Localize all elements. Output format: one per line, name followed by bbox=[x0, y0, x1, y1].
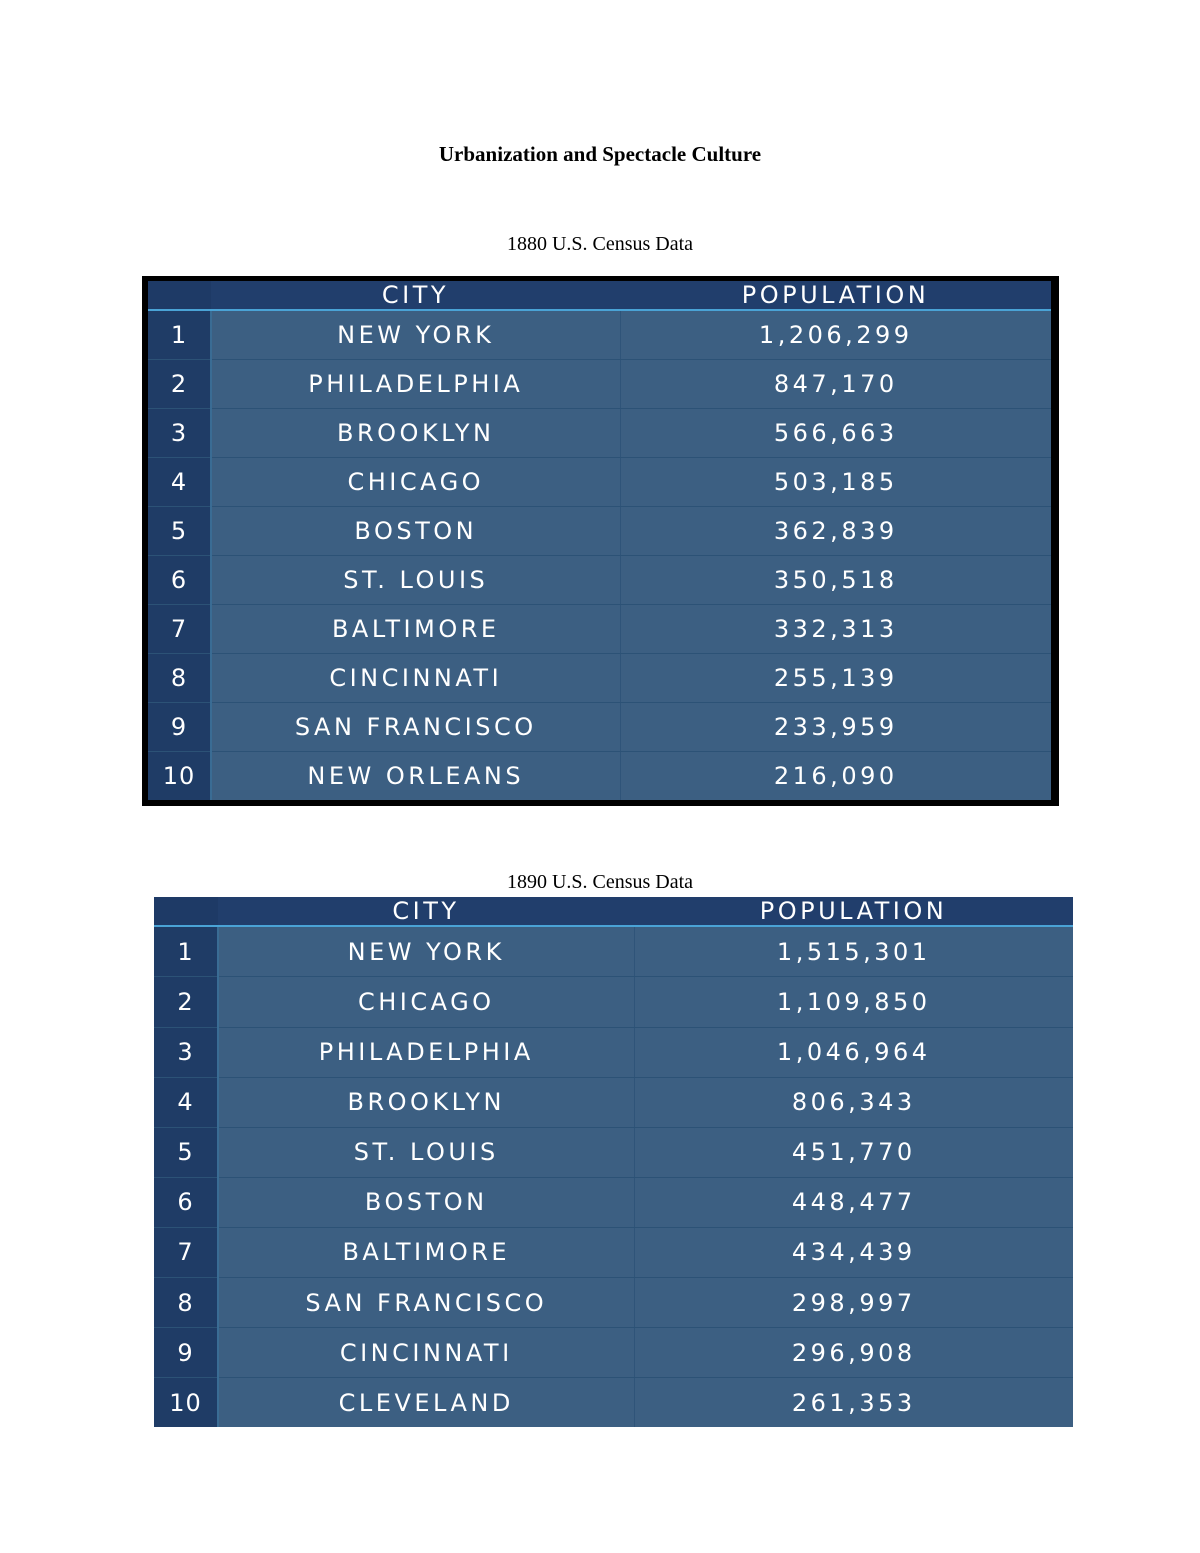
rank-cell: 6 bbox=[148, 556, 211, 605]
city-cell: NEW YORK bbox=[211, 310, 620, 360]
census-table-1880 bbox=[148, 281, 1051, 800]
table-row bbox=[148, 752, 1051, 800]
table-row bbox=[154, 1127, 1073, 1177]
table-row bbox=[148, 458, 1051, 507]
city-column-header: CITY bbox=[218, 897, 634, 926]
city-cell: CINCINNATI bbox=[211, 654, 620, 703]
rank-cell: 3 bbox=[148, 409, 211, 458]
city-cell: CINCINNATI bbox=[218, 1328, 634, 1378]
table-row bbox=[148, 507, 1051, 556]
city-cell: CLEVELAND bbox=[218, 1378, 634, 1427]
rank-cell: 1 bbox=[154, 926, 218, 977]
census-table-1890-frame bbox=[154, 897, 1073, 1427]
city-cell: NEW YORK bbox=[218, 926, 634, 977]
table-row bbox=[148, 654, 1051, 703]
table-row bbox=[154, 1177, 1073, 1227]
population-cell: 261,353 bbox=[634, 1378, 1073, 1427]
rank-cell: 9 bbox=[154, 1328, 218, 1378]
city-cell: ST. LOUIS bbox=[218, 1127, 634, 1177]
rank-cell: 6 bbox=[154, 1177, 218, 1227]
population-cell: 847,170 bbox=[620, 360, 1051, 409]
rank-cell: 3 bbox=[154, 1027, 218, 1077]
rank-cell: 9 bbox=[148, 703, 211, 752]
table-header-row bbox=[154, 897, 1073, 926]
table-header-row bbox=[148, 281, 1051, 310]
city-cell: BOSTON bbox=[218, 1177, 634, 1227]
table-row bbox=[154, 1378, 1073, 1427]
table-row bbox=[154, 1027, 1073, 1077]
population-cell: 566,663 bbox=[620, 409, 1051, 458]
population-cell: 298,997 bbox=[634, 1278, 1073, 1328]
rank-cell: 4 bbox=[148, 458, 211, 507]
population-cell: 503,185 bbox=[620, 458, 1051, 507]
table-row bbox=[154, 1227, 1073, 1277]
rank-cell: 5 bbox=[154, 1127, 218, 1177]
census-table-1880-frame bbox=[142, 276, 1059, 806]
table-row bbox=[148, 310, 1051, 360]
city-column-header: CITY bbox=[211, 281, 620, 310]
rank-cell: 10 bbox=[154, 1378, 218, 1427]
city-cell: PHILADELPHIA bbox=[218, 1027, 634, 1077]
table-row bbox=[154, 977, 1073, 1027]
population-cell: 1,109,850 bbox=[634, 977, 1073, 1027]
rank-cell: 1 bbox=[148, 310, 211, 360]
population-cell: 332,313 bbox=[620, 605, 1051, 654]
table-row bbox=[148, 556, 1051, 605]
table-row bbox=[148, 605, 1051, 654]
rank-cell: 5 bbox=[148, 507, 211, 556]
table-row bbox=[154, 1328, 1073, 1378]
city-cell: BOSTON bbox=[211, 507, 620, 556]
population-cell: 806,343 bbox=[634, 1077, 1073, 1127]
rank-cell: 7 bbox=[148, 605, 211, 654]
document-title: Urbanization and Spectacle Culture bbox=[438, 142, 762, 166]
rank-cell: 7 bbox=[154, 1227, 218, 1277]
rank-cell: 2 bbox=[154, 977, 218, 1027]
population-cell: 434,439 bbox=[634, 1227, 1073, 1277]
city-cell: BROOKLYN bbox=[218, 1077, 634, 1127]
population-cell: 362,839 bbox=[620, 507, 1051, 556]
population-cell: 233,959 bbox=[620, 703, 1051, 752]
population-cell: 216,090 bbox=[620, 752, 1051, 800]
city-cell: NEW ORLEANS bbox=[211, 752, 620, 800]
rank-column-header bbox=[154, 897, 218, 926]
population-cell: 1,206,299 bbox=[620, 310, 1051, 360]
rank-cell: 2 bbox=[148, 360, 211, 409]
table-row bbox=[148, 703, 1051, 752]
city-cell: CHICAGO bbox=[218, 977, 634, 1027]
table-row bbox=[148, 409, 1051, 458]
population-cell: 451,770 bbox=[634, 1127, 1073, 1177]
population-cell: 448,477 bbox=[634, 1177, 1073, 1227]
population-column-header: POPULATION bbox=[634, 897, 1073, 926]
city-cell: ST. LOUIS bbox=[211, 556, 620, 605]
city-cell: BROOKLYN bbox=[211, 409, 620, 458]
population-cell: 1,515,301 bbox=[634, 926, 1073, 977]
city-cell: SAN FRANCISCO bbox=[211, 703, 620, 752]
table-row bbox=[154, 926, 1073, 977]
census-table-1890 bbox=[154, 897, 1073, 1427]
population-cell: 296,908 bbox=[634, 1328, 1073, 1378]
city-cell: BALTIMORE bbox=[218, 1227, 634, 1277]
population-column-header: POPULATION bbox=[620, 281, 1051, 310]
city-cell: SAN FRANCISCO bbox=[218, 1278, 634, 1328]
city-cell: BALTIMORE bbox=[211, 605, 620, 654]
rank-cell: 10 bbox=[148, 752, 211, 800]
population-cell: 1,046,964 bbox=[634, 1027, 1073, 1077]
table-row bbox=[148, 360, 1051, 409]
table-caption-1880: 1880 U.S. Census Data bbox=[506, 233, 694, 255]
city-cell: PHILADELPHIA bbox=[211, 360, 620, 409]
table-row bbox=[154, 1278, 1073, 1328]
population-cell: 350,518 bbox=[620, 556, 1051, 605]
table-row bbox=[154, 1077, 1073, 1127]
rank-cell: 8 bbox=[148, 654, 211, 703]
rank-column-header bbox=[148, 281, 211, 310]
population-cell: 255,139 bbox=[620, 654, 1051, 703]
rank-cell: 4 bbox=[154, 1077, 218, 1127]
table-caption-1890: 1890 U.S. Census Data bbox=[506, 871, 694, 893]
rank-cell: 8 bbox=[154, 1278, 218, 1328]
city-cell: CHICAGO bbox=[211, 458, 620, 507]
